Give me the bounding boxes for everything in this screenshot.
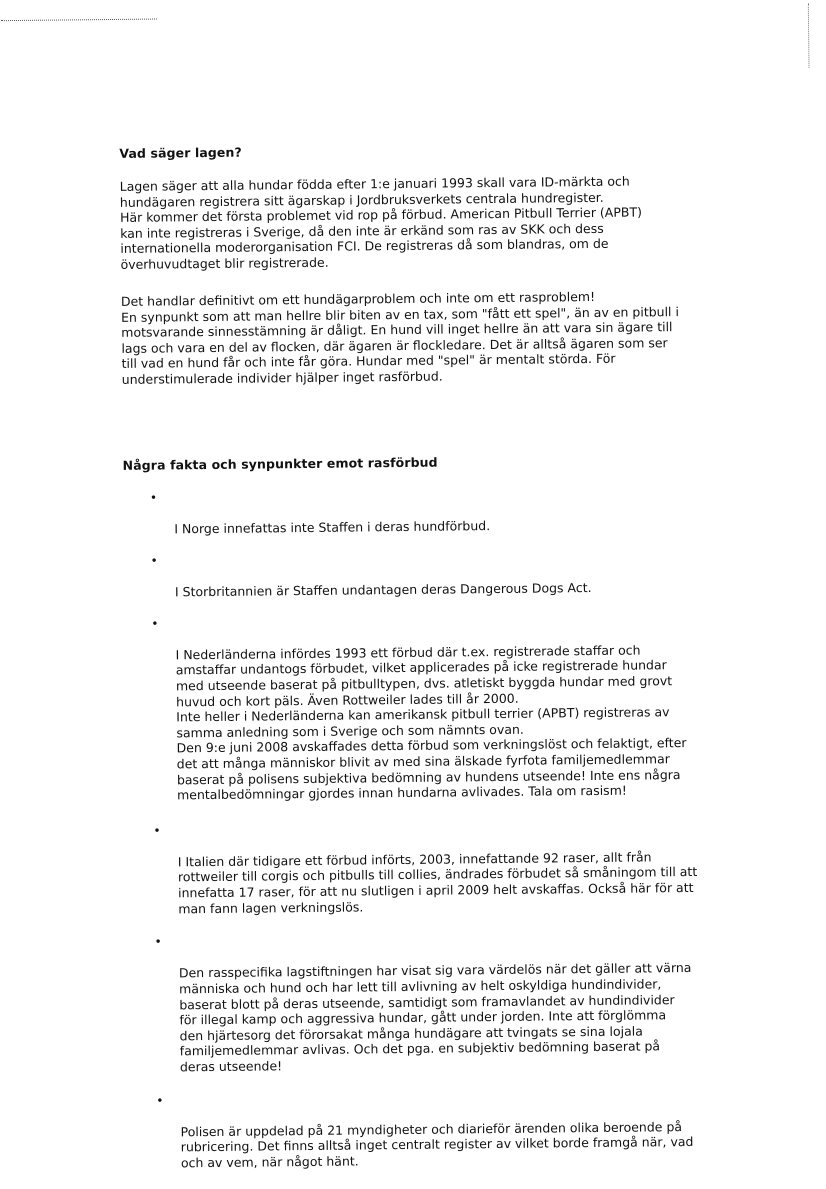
list-item-text: I Storbritannien är Staffen undantagen deras Dangerous Dogs Act. bbox=[174, 579, 592, 600]
bullet-icon: • bbox=[156, 1093, 164, 1108]
list-item-netherlands bbox=[151, 610, 713, 803]
bullet-icon: • bbox=[150, 553, 158, 568]
scan-artifact-edge bbox=[808, 4, 810, 68]
scan-artifact-dots bbox=[1, 19, 157, 22]
bullet-icon: • bbox=[149, 490, 158, 505]
section-heading-facts: Några fakta och synpunkter emot rasförbud bbox=[122, 454, 438, 473]
list-item-italy bbox=[153, 817, 714, 916]
list-item-britain bbox=[151, 548, 711, 601]
list-item-legislation bbox=[155, 929, 716, 1075]
paragraph-law-text: Lagen säger att alla hundar födda efter 1:e januari 1993 skall vara ID-märkta och hundägaren registrera sitt ägarskap i Jordbruksverkets centrala hundregister. Här kommer det första problemet vid rop på förbud. American Pitbull Terrier (APBT) kan inte registreras i Sverige, då den inte är erkänd som ras av SKK och dess internationella moderorganisation FCI. De registreras då som blandras, om de överhuvudtaget blir registrerade. bbox=[119, 173, 643, 272]
section-heading-law: Vad säger lagen? bbox=[119, 144, 242, 161]
bullet-icon: • bbox=[154, 934, 162, 949]
list-item-text: I Italien där tidigare ett förbud införts, 2003, innefattande 92 raser, allt från rottweiler till corgis och pitbulls till collies, ändrades förbudet så småningom till att innefatta 17 raser, för att nu slutligen i april 2009 helt avskaffas. Också här för att man fann lagen verkningslös. bbox=[177, 849, 698, 917]
list-item-police bbox=[156, 1087, 717, 1171]
list-item-text: Polisen är uppdelad på 21 myndigheter och diarieför ärenden olika beroende på rubricering. Det finns alltså inget centralt register av vilket borde framgå när, vad och av vem, när något hänt. bbox=[180, 1118, 694, 1171]
list-item-text: Den rasspecifika lagstiftningen har visat sig vara värdelös när det gäller att värna människa och hund och har lett till avlivning av helt oskyldiga hundindivider, baserat blott på deras utseende, samtidigt som framavlandet av hundindivider för illegal kamp och aggressiva hundar, gått under jorden. Inte att förglömma den hjärtesorg det förorsakat många hundägare att tvingats se sina lojala familjemedlemmar avlivas. Och det pga. en subjektiv bedömning baserat på deras utseende! bbox=[178, 960, 692, 1075]
bullet-icon: • bbox=[151, 616, 159, 631]
list-item-norway bbox=[150, 485, 710, 538]
list-item-text: I Norge innefattas inte Staffen i deras hundförbud. bbox=[174, 518, 491, 537]
facts-bullet-list bbox=[150, 485, 717, 1187]
bullet-icon: • bbox=[153, 823, 161, 838]
paragraph-owner-problem: Det handlar definitivt om ett hundägarproblem och inte om ett rasproblem! En synpunkt som att man hellre blir biten av en tax, som "fått ett spel", än av en pitbull i motsvarande sinnesstämning är dåligt. En hund vill inget hellre än att vara sin ägare till lags och vara en del av flocken, där ägaren är flockledare. Det är alltså ägaren som ser till vad en hund får och inte får göra. Hundar med "spel" är mentalt störda. För understimulerade individer hjälper inget rasförbud. bbox=[120, 288, 680, 387]
list-item-text: I Nederländerna infördes 1993 ett förbud där t.ex. registrerade staffar och amstaffar undantogs förbudet, vilket applicerades på icke registrerade hundar med utseende baserat på pitbulltypen, dvs. atletiskt byggda hundar med grovt huvud och kort päls. Även Rottweiler lades till år 2000. Inte heller i Nederländerna kan amerikansk pitbull terrier (APBT) registreras av samma anledning som i Sverige och som nämnts ovan. Den 9:e juni 2008 avskaffades detta förbud som verkningslöst och felaktigt, efter det att många människor blivit av med sina älskade fyrfota familjemedlemmar baserat på polisens subjektiva bedömning av hundens utseende! Inte ens några mentalbedömningar gjordes innan hundarna avlivades. Tala om rasism! bbox=[175, 642, 687, 803]
